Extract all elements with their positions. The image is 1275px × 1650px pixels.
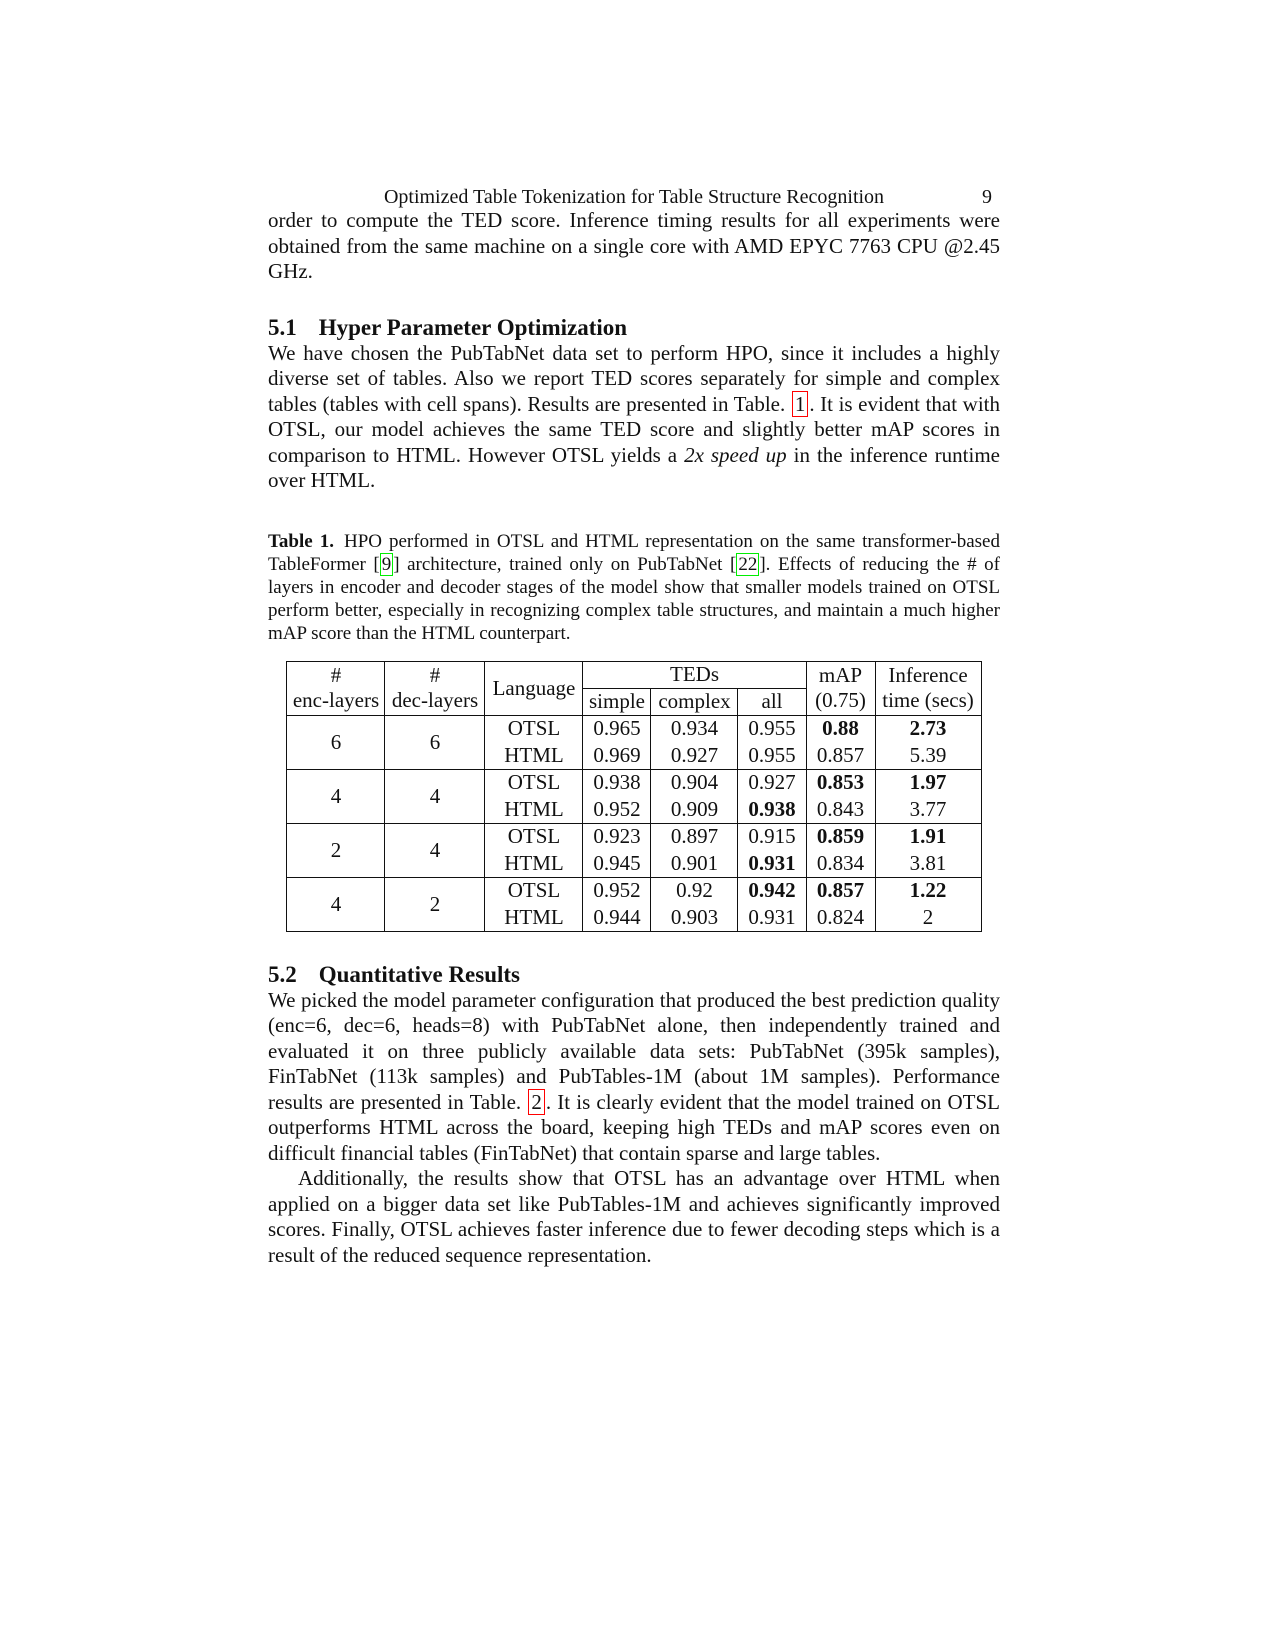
cell-enc: 2 [287, 823, 385, 877]
cell-dec: 6 [385, 715, 485, 769]
table-row [287, 877, 981, 904]
section-5-1-paragraph [268, 341, 1000, 494]
cell-time: 3.77 [875, 796, 981, 823]
cell-language: HTML [485, 904, 583, 931]
section-5-2-heading [268, 962, 1000, 988]
cell-dec: 4 [385, 823, 485, 877]
cell-language: HTML [485, 850, 583, 877]
caption-text: ]. Effects of reducing the # of layers in encoder and decoder stages of the model show that smaller models trained on OTSL perform better, especially in recognizing complex table structures, and maintain a much higher mAP score than the HTML counterpart. [268, 553, 1000, 644]
section-5-1-title: Hyper Parameter Optimization [318, 314, 628, 340]
header-inference-line1: Inference [888, 663, 968, 687]
cell-time: 2.73 [875, 715, 981, 742]
header-inference-line2: time (secs) [882, 688, 974, 712]
cell-dec: 2 [385, 877, 485, 931]
section-5-2-paragraph-1 [268, 988, 1000, 1167]
header-complex: complex [651, 688, 738, 715]
section-5-2-paragraph-2: Additionally, the results show that OTSL has an advantage over HTML when applied on a bigger data set like PubTables-1M and achieves significantly improved scores. Finally, OTSL achieves faster inference due to fewer decoding steps which is a result of the reduced sequence representation. [268, 1166, 1000, 1267]
citation-22-link[interactable]: 22 [738, 553, 758, 575]
cell-map: 0.857 [806, 877, 875, 904]
paragraph-text: . It is clearly evident that the model trained on OTSL outperforms HTML across the board, keeping high TEDs and mAP scores even on difficult financial tables (FinTabNet) that contain sparse and large tables. [268, 1089, 1000, 1165]
cell-time: 5.39 [875, 742, 981, 769]
cell-complex: 0.901 [651, 850, 738, 877]
cell-all: 0.955 [738, 742, 806, 769]
header-dec-label: dec-layers [391, 688, 479, 712]
caption-label: Table 1. [268, 530, 334, 552]
cell-language: OTSL [485, 823, 583, 850]
cell-complex: 0.927 [651, 742, 738, 769]
cell-map: 0.853 [806, 769, 875, 796]
section-5-2-number: 5.2 [268, 961, 297, 987]
cell-map: 0.824 [806, 904, 875, 931]
table-1 [286, 661, 981, 932]
header-all: all [738, 688, 806, 715]
cell-language: OTSL [485, 877, 583, 904]
page-number: 9 [982, 186, 992, 208]
cell-all: 0.915 [738, 823, 806, 850]
paragraph-text: . It is evident that with OTSL, our model achieves the same TED score and slightly better mAP scores in comparison to HTML. However OTSL yields a [268, 391, 1000, 467]
cell-all: 0.931 [738, 850, 806, 877]
cell-all: 0.942 [738, 877, 806, 904]
cell-language: HTML [485, 796, 583, 823]
intro-paragraph: order to compute the TED score. Inference timing results for all experiments were obtained from the same machine on a single core with AMD EPYC 7763 CPU @2.45 GHz. [268, 208, 1000, 283]
caption-text: HPO performed in OTSL and HTML representation on the same transformer-based TableFormer [ [268, 530, 1000, 575]
cell-simple: 0.952 [583, 796, 651, 823]
paragraph-text: in the inference runtime over HTML. [268, 442, 1000, 492]
cell-time: 3.81 [875, 850, 981, 877]
cell-enc: 4 [287, 877, 385, 931]
table-1-caption [268, 530, 1000, 645]
header-map-line2: (0.75) [815, 688, 866, 712]
section-5-1-heading [268, 315, 1000, 341]
section-5-1-number: 5.1 [268, 314, 297, 340]
text-column [268, 0, 1000, 1268]
cell-complex: 0.909 [651, 796, 738, 823]
emphasis-text: 2x speed up [684, 442, 787, 467]
header-language: Language [485, 661, 583, 715]
citation-9-link[interactable]: 9 [381, 553, 392, 575]
table-row [287, 769, 981, 796]
running-header [268, 186, 1000, 208]
header-enc-label: enc-layers [292, 688, 380, 712]
cell-all: 0.931 [738, 904, 806, 931]
cell-time: 1.97 [875, 769, 981, 796]
header-inference [875, 661, 981, 715]
header-simple: simple [583, 688, 651, 715]
header-dec-hash: # [429, 663, 441, 687]
cell-all: 0.955 [738, 715, 806, 742]
header-map [806, 661, 875, 715]
cell-complex: 0.903 [651, 904, 738, 931]
cell-time: 1.22 [875, 877, 981, 904]
cell-complex: 0.92 [651, 877, 738, 904]
cell-enc: 6 [287, 715, 385, 769]
cell-map: 0.88 [806, 715, 875, 742]
header-enc-hash: # [330, 663, 342, 687]
cell-simple: 0.965 [583, 715, 651, 742]
cell-complex: 0.934 [651, 715, 738, 742]
cell-language: HTML [485, 742, 583, 769]
cell-language: OTSL [485, 769, 583, 796]
section-5-2-title: Quantitative Results [318, 961, 520, 987]
cell-complex: 0.897 [651, 823, 738, 850]
cell-enc: 4 [287, 769, 385, 823]
table-2-ref-link[interactable]: 2 [528, 1089, 545, 1115]
cell-map: 0.859 [806, 823, 875, 850]
cell-simple: 0.923 [583, 823, 651, 850]
header-enc-layers [287, 661, 385, 715]
cell-time: 2 [875, 904, 981, 931]
cell-all: 0.927 [738, 769, 806, 796]
cell-map: 0.834 [806, 850, 875, 877]
cell-simple: 0.945 [583, 850, 651, 877]
table-row [287, 715, 981, 742]
cell-map: 0.857 [806, 742, 875, 769]
cell-all: 0.938 [738, 796, 806, 823]
header-map-line1: mAP [818, 663, 863, 687]
cell-map: 0.843 [806, 796, 875, 823]
paragraph-text: We have chosen the PubTabNet data set to perform HPO, since it includes a highly diverse set of tables. Also we report TED scores separately for simple and complex tables (tables with cell spans). Results are presented in Table. [268, 340, 1000, 416]
header-dec-layers [385, 661, 485, 715]
header-teds: TEDs [583, 661, 806, 688]
cell-time: 1.91 [875, 823, 981, 850]
cell-simple: 0.944 [583, 904, 651, 931]
cell-complex: 0.904 [651, 769, 738, 796]
paragraph-text: We picked the model parameter configuration that produced the best prediction quality (enc=6, dec=6, heads=8) with PubTabNet alone, then independently trained and evaluated it on three publicly available data sets: PubTabNet (395k samples), FinTabNet (113k samples) and PubTables-1M (about 1M samples). Performance results are presented in Table. [268, 987, 1000, 1114]
table-row [287, 823, 981, 850]
cell-simple: 0.938 [583, 769, 651, 796]
cell-simple: 0.969 [583, 742, 651, 769]
cell-dec: 4 [385, 769, 485, 823]
running-title: Optimized Table Tokenization for Table Structure Recognition [383, 186, 885, 208]
cell-simple: 0.952 [583, 877, 651, 904]
caption-text: ] architecture, trained only on PubTabNet [ [393, 553, 737, 575]
cell-language: OTSL [485, 715, 583, 742]
table-1-ref-link[interactable]: 1 [792, 391, 809, 417]
